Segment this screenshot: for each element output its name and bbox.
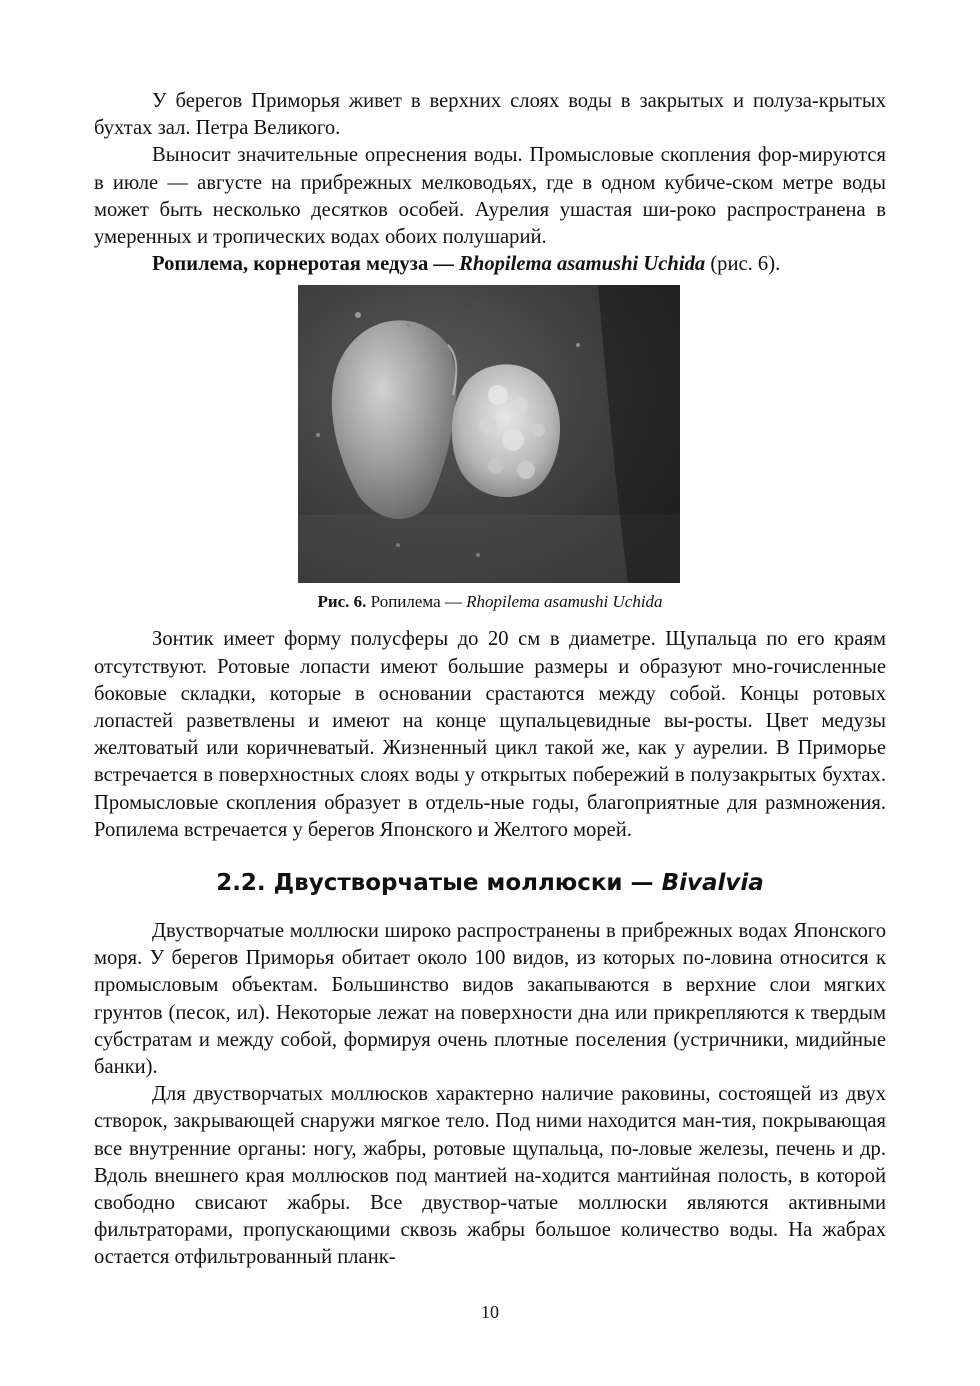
figure-caption-latin: Rhopilema asamushi Uchida — [466, 592, 663, 612]
figure-rhopilema-photo — [298, 285, 680, 583]
paragraph-bivalvia-anatomy: Для двустворчатых моллюсков характерно наличие раковины, состоящей из двух створок, закрывающей снаружи мягкое тело. Под ними находится ман-тия, покрывающая все внутренние органы: ногу, жабры, ротовые щупальца, по-ловые железы, печень и др. Вдоль внешнего края моллюсков под мантией на-ходится мантийная полость, в которой свободно свисают жабры. Все двуствор-чатые моллюски являются активными фильтраторами, пропускающими сквозь жабры большое количество воды. На жабрах остается отфильтрованный планк- — [94, 1083, 886, 1269]
section-heading — [94, 868, 886, 898]
paragraph-aurelia-fishery: Выносит значительные опреснения воды. Промысловые скопления фор-мируются в июле — августе на прибрежных мелководьях, где в одном кубиче-ском метре воды может быть несколько десятков особей. Аурелия ушастая ши-роко распространена в умеренных и тропических водах обоих полушарий. — [94, 144, 886, 249]
page-number: 10 — [481, 1302, 499, 1322]
species-heading — [94, 251, 886, 278]
species-heading-ref: (рис. 6). — [705, 253, 781, 276]
species-heading-bold: Ропилема, корнеротая медуза — — [152, 253, 460, 276]
figure-caption-label: Рис. 6. — [317, 592, 367, 612]
species-heading-latin: Rhopilema asamushi Uchida — [459, 253, 706, 276]
figure-caption-text: Ропилема — — [366, 592, 467, 612]
jellyfish-photo-image — [298, 285, 680, 583]
paragraph-rhopilema-description: Зонтик имеет форму полусферы до 20 см в диаметре. Щупальца по его краям отсутствуют. Ротовые лопасти имеют большие размеры и образуют мно-гочисленные боковые складки, которые в основании срастаются между собой. Концы ротовых лопастей разветвлены и имеют на конце щупальцевидные вы-росты. Цвет медузы желтоватый или коричневатый. Жизненный цикл такой же, как у аурелии. В Приморье встречается в поверхностных слоях воды у открытых побережий в полузакрытых бухтах. Промысловые скопления образует в отдель-ные годы, благоприятные для размножения. Ропилема встречается у берегов Японского и Желтого морей. — [94, 628, 886, 841]
paragraph-aurelia-habitat: У берегов Приморья живет в верхних слоях воды в закрытых и полуза-крытых бухтах зал. Петра Великого. — [94, 90, 886, 140]
section-heading-title: 2.2. Двустворчатые моллюски — — [216, 870, 662, 897]
figure-caption — [94, 591, 886, 613]
paragraph-bivalvia-distribution: Двустворчатые моллюски широко распространены в прибрежных водах Японского моря. У берегов Приморья обитает около 100 видов, из которых по-ловина относится к промысловым объектам. Большинство видов закапываются в верхние слои мягких грунтов (песок, ил). Некоторые лежат на поверхности дна или прикрепляются к твердым субстратам и между собой, формируя очень плотные поселения (устричники, мидийные банки). — [94, 920, 886, 1079]
document-page — [94, 88, 886, 1272]
section-heading-latin: Bivalvia — [661, 870, 764, 897]
